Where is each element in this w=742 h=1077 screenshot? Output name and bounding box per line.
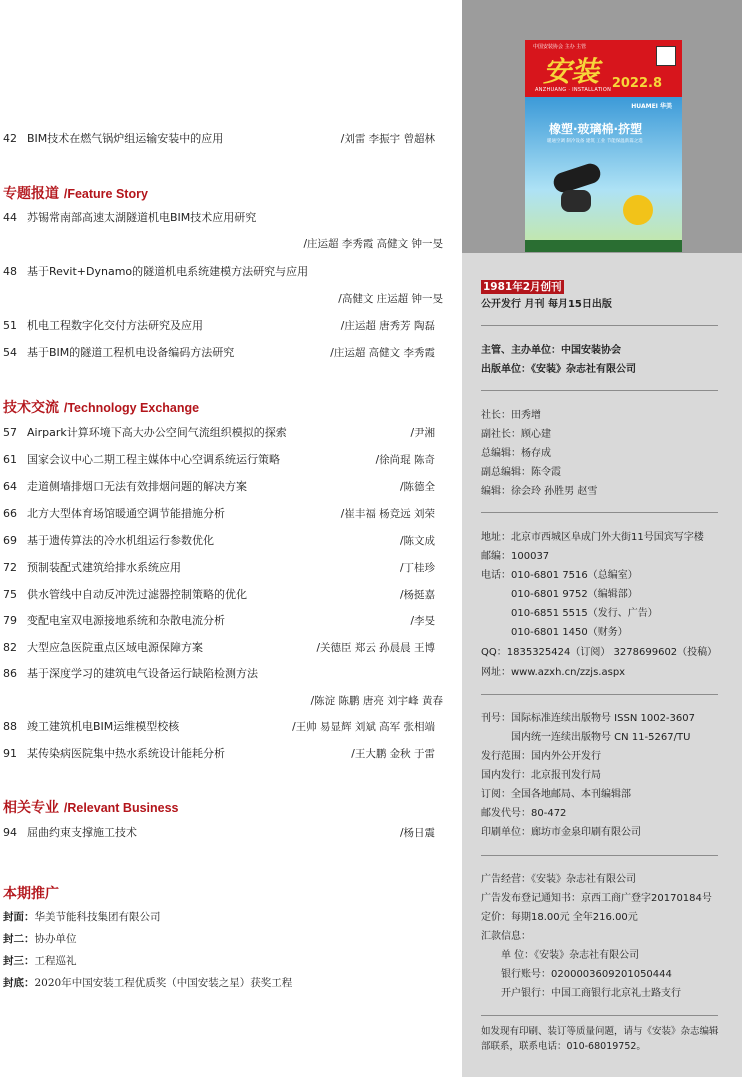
toc-title: 基于BIM的隧道工程机电设备编码方法研究 xyxy=(27,346,235,359)
toc-authors: /徐尚琨 陈奇 xyxy=(375,454,435,466)
toc-page-number: 61 xyxy=(3,453,17,466)
toc-item[interactable] xyxy=(3,426,443,440)
cover-issue: 2022.8 xyxy=(611,76,662,91)
toc-authors: /庄运超 高健文 李秀霞 xyxy=(330,347,435,359)
toc-page-number: 75 xyxy=(3,588,17,601)
toc-authors: /崔丰福 杨竞远 刘荣 xyxy=(340,508,435,520)
toc-item[interactable] xyxy=(3,720,443,734)
bank-line: 银行账号：0200003609201050444 xyxy=(501,969,672,980)
staff-line: 编辑：徐会玲 孙胜男 赵雪 xyxy=(481,486,598,497)
toc-item[interactable] xyxy=(3,667,443,681)
promo-item xyxy=(3,953,77,968)
postcode: 邮编：100037 xyxy=(481,551,550,562)
section-heading xyxy=(3,183,148,203)
promo-text: 协办单位 xyxy=(34,933,77,945)
toc-title: 走道侧墙排烟口无法有效排烟问题的解决方案 xyxy=(27,480,247,493)
cover-title: 安装 xyxy=(543,55,600,88)
toc-authors: /杨挺嘉 xyxy=(399,589,435,601)
toc-item[interactable] xyxy=(3,826,443,840)
toc-item[interactable] xyxy=(3,319,443,333)
promo-label: 封底： xyxy=(3,977,35,989)
toc-item[interactable] xyxy=(3,747,443,761)
masthead-column xyxy=(462,0,742,1077)
toc-page-number: 72 xyxy=(3,561,17,574)
promo-label: 封面： xyxy=(3,911,35,923)
toc-item[interactable] xyxy=(3,480,443,494)
divider xyxy=(481,325,718,326)
toc-authors: /陈淀 陈鹏 唐亮 刘宇峰 黄春 xyxy=(310,695,443,707)
qq-line: QQ：1835325424（订阅） 3278699602（投稿） xyxy=(481,647,718,658)
cover-footer-bar xyxy=(525,240,682,252)
promo-item xyxy=(3,931,77,946)
ad-line: 定价：每期18.00元 全年216.00元 xyxy=(481,912,638,923)
staff-line: 总编辑：杨存成 xyxy=(481,448,551,459)
toc-title: 屈曲约束支撑施工技术 xyxy=(27,826,137,839)
promo-heading: 本期推广 xyxy=(3,886,59,902)
section-title-cn: 技术交流 xyxy=(3,400,59,416)
toc-title: 竣工建筑机电BIM运维模型校核 xyxy=(27,720,180,733)
promo-item xyxy=(3,909,161,924)
code-line: 邮发代号：80-472 xyxy=(481,808,567,819)
staff-line: 社长：田秀增 xyxy=(481,410,541,421)
toc-authors: /李旻 xyxy=(410,615,435,627)
quality-note: 如发现有印刷、装订等质量问题，请与《安装》杂志编辑部联系，联系电话：010-68019752。 xyxy=(481,1026,719,1052)
toc-authors: /王大鹏 金秋 于雷 xyxy=(351,748,435,760)
toc-item[interactable] xyxy=(3,132,443,146)
code-line: 印刷单位：廊坊市金泉印刷有限公司 xyxy=(481,827,641,838)
qr-code-icon xyxy=(656,46,676,66)
divider xyxy=(481,1015,718,1016)
toc-authors: /高健文 庄运超 钟一旻 xyxy=(338,293,443,305)
cover-subtitle: ANZHUANG · INSTALLATION xyxy=(535,87,612,93)
toc-page-number: 79 xyxy=(3,614,17,627)
ad-line: 汇款信息： xyxy=(481,931,531,942)
toc-authors: /陈文成 xyxy=(399,535,435,547)
toc-title: 北方大型体育场馆暖通空调节能措施分析 xyxy=(27,507,225,520)
toc-authors: /尹湘 xyxy=(410,427,435,439)
toc-page-number: 51 xyxy=(3,319,17,332)
toc-page-number: 54 xyxy=(3,346,17,359)
toc-authors: /刘雷 李振宇 曾超林 xyxy=(340,133,435,145)
toc-item[interactable] xyxy=(3,561,443,575)
cover-brand: HUAMEI 华美 xyxy=(631,103,672,110)
pipe-insulation-image xyxy=(561,190,591,212)
toc-page-number: 48 xyxy=(3,265,17,278)
toc-title: 国家会议中心二期工程主媒体中心空调系统运行策略 xyxy=(27,453,280,466)
staff-line: 副社长：顾心建 xyxy=(481,429,551,440)
staff-line: 副总编辑：陈令霞 xyxy=(481,467,561,478)
toc-page-number: 44 xyxy=(3,211,17,224)
decorative-ball xyxy=(623,195,653,225)
divider xyxy=(481,390,718,391)
promo-label: 封三： xyxy=(3,955,35,967)
toc-authors: /丁桂珍 xyxy=(399,562,435,574)
toc-title: 大型应急医院重点区域电源保障方案 xyxy=(27,641,203,654)
ad-line: 广告经营：《安装》杂志社有限公司 xyxy=(481,874,636,885)
sponsor: 主管、主办单位：中国安装协会 xyxy=(481,345,621,356)
toc-title: 某传染病医院集中热水系统设计能耗分析 xyxy=(27,747,225,760)
cover-slogan-small: 暖通空调 制冷设备 建筑 工业 节能保温新篇之选 xyxy=(547,139,643,144)
section-title-cn: 相关专业 xyxy=(3,800,59,816)
toc-page-number: 42 xyxy=(3,132,17,145)
toc-authors: /关德臣 郑云 孙晨晨 王博 xyxy=(316,642,435,654)
section-heading xyxy=(3,397,199,417)
toc-authors: /庄运超 唐秀芳 陶磊 xyxy=(340,320,435,332)
phone-line: 010-6801 1450（财务） xyxy=(511,627,628,638)
toc-item[interactable] xyxy=(3,534,443,548)
toc-page-number: 69 xyxy=(3,534,17,547)
divider xyxy=(481,855,718,856)
toc-authors: /王帅 易显辉 刘斌 高军 张相端 xyxy=(292,721,435,733)
toc-page-number: 86 xyxy=(3,667,17,680)
code-line: 刊号：国际标准连续出版物号 ISSN 1002-3607 xyxy=(481,713,695,724)
bank-line: 单 位：《安装》杂志社有限公司 xyxy=(501,950,640,961)
toc-item[interactable] xyxy=(3,507,443,521)
toc-title: Airpark计算环境下高大办公空间气流组织模拟的探索 xyxy=(27,426,287,439)
phone-line: 电话：010-6801 7516（总编室） xyxy=(481,570,638,581)
phone-line: 010-6851 5515（发行、广告） xyxy=(511,608,658,619)
divider xyxy=(481,694,718,695)
toc-item[interactable] xyxy=(3,265,443,279)
toc-page-number: 66 xyxy=(3,507,17,520)
toc-title: 机电工程数字化交付方法研究及应用 xyxy=(27,319,203,332)
code-line: 发行范围：国内外公开发行 xyxy=(481,751,601,762)
divider xyxy=(481,512,718,513)
toc-title: 基于Revit+Dynamo的隧道机电系统建模方法研究与应用 xyxy=(27,265,309,278)
magazine-cover-image[interactable] xyxy=(525,40,682,252)
section-title-en: /Technology Exchange xyxy=(63,401,200,415)
toc-item[interactable] xyxy=(3,614,443,628)
bank-line: 开户银行：中国工商银行北京礼士路支行 xyxy=(501,988,681,999)
toc-authors-row xyxy=(3,237,443,251)
toc-item[interactable] xyxy=(3,211,443,225)
toc-page-number: 57 xyxy=(3,426,17,439)
publisher: 出版单位：《安装》杂志社有限公司 xyxy=(481,364,636,375)
toc-item[interactable] xyxy=(3,641,443,655)
section-title-en: /Relevant Business xyxy=(63,801,179,815)
section-title-en: /Feature Story xyxy=(63,187,148,201)
code-line: 国内发行：北京报刊发行局 xyxy=(481,770,601,781)
promo-text: 工程巡礼 xyxy=(34,955,77,967)
toc-title: BIM技术在燃气锅炉组运输安装中的应用 xyxy=(27,132,224,145)
code-line: 国内统一连续出版物号 CN 11-5267/TU xyxy=(511,732,691,743)
toc-page-number: 88 xyxy=(3,720,17,733)
toc-item[interactable] xyxy=(3,453,443,467)
toc-page-number: 82 xyxy=(3,641,17,654)
promo-item xyxy=(3,975,292,990)
section-title-cn: 专题报道 xyxy=(3,186,59,202)
promo-label: 封二： xyxy=(3,933,35,945)
address: 地址：北京市西城区阜成门外大街11号国宾写字楼 xyxy=(481,532,704,543)
toc-authors: /庄运超 李秀霞 高健文 钟一旻 xyxy=(303,238,443,250)
toc-title: 苏锡常南部高速太湖隧道机电BIM技术应用研究 xyxy=(27,211,257,224)
founded-badge: 1981年2月创刊 xyxy=(483,281,562,293)
toc-authors-row xyxy=(3,694,443,708)
toc-page-number: 64 xyxy=(3,480,17,493)
promo-text: 华美节能科技集团有限公司 xyxy=(34,911,161,923)
toc-page-number: 94 xyxy=(3,826,17,839)
code-line: 订阅：全国各地邮局、本刊编辑部 xyxy=(481,789,631,800)
toc-title: 基于深度学习的建筑电气设备运行缺陷检测方法 xyxy=(27,667,258,680)
cover-slogan: 橡塑·玻璃棉·挤塑 xyxy=(549,122,643,136)
toc-title: 变配电室双电源接地系统和杂散电流分析 xyxy=(27,614,225,627)
toc-item[interactable] xyxy=(3,346,443,360)
ad-line: 广告发布登记通知书：京西工商广登字20170184号 xyxy=(481,893,712,904)
section-heading xyxy=(3,797,179,817)
toc-title: 预制装配式建筑给排水系统应用 xyxy=(27,561,181,574)
toc-authors-row xyxy=(3,292,443,306)
toc-page-number: 91 xyxy=(3,747,17,760)
website-link[interactable]: 网址：www.azxh.cn/zzjs.aspx xyxy=(481,667,626,678)
cover-top-text: 中国安装协会 主办 主管 xyxy=(533,44,587,50)
toc-title: 供水管线中自动反冲洗过滤器控制策略的优化 xyxy=(27,588,247,601)
toc-authors: /陈德全 xyxy=(399,481,435,493)
toc-item[interactable] xyxy=(3,588,443,602)
toc-authors: /杨日震 xyxy=(399,827,435,839)
promo-text: 2020年中国安装工程优质奖（中国安装之星）获奖工程 xyxy=(34,977,293,989)
toc-title: 基于遗传算法的冷水机组运行参数优化 xyxy=(27,534,214,547)
phone-line: 010-6801 9752（编辑部） xyxy=(511,589,638,600)
publish-info: 公开发行 月刊 每月15日出版 xyxy=(481,299,612,310)
